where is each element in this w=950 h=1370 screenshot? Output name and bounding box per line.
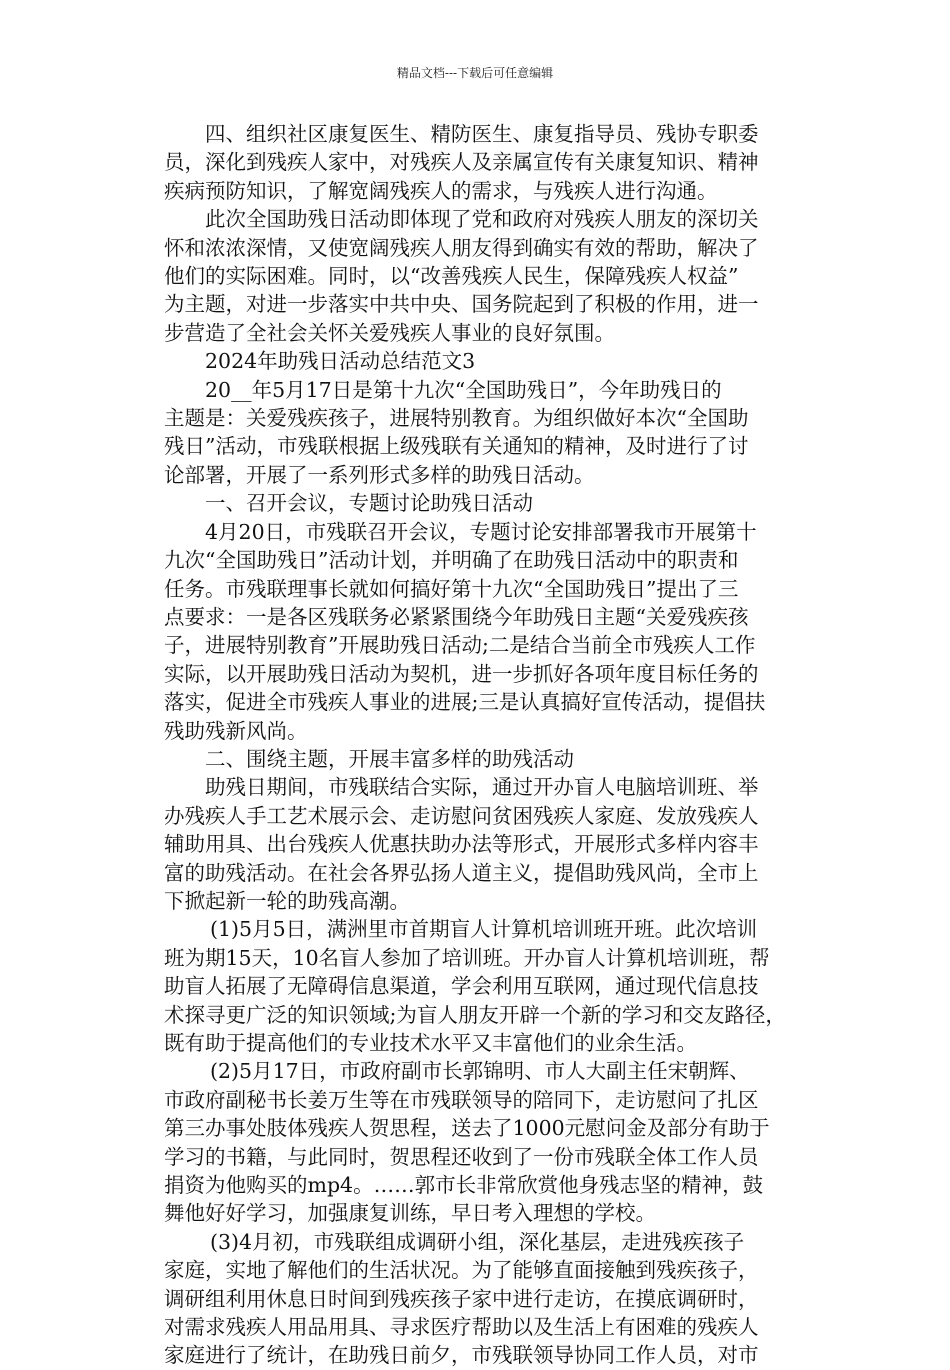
text-line: 怀和浓浓深情，又使宽阔残疾人朋友得到确实有效的帮助，解决了 bbox=[164, 235, 759, 260]
text-line: 助残日期间，市残联结合实际，通过开办盲人电脑培训班、举 bbox=[205, 775, 759, 800]
text-line: 学习的书籍，与此同时，贺思程还收到了一份市残联全体工作人员 bbox=[164, 1144, 759, 1169]
text-line: 点要求：一是各区残联务必紧紧围绕今年助残日主题“关爱残疾孩 bbox=[164, 604, 749, 629]
text-line: 二、围绕主题，开展丰富多样的助残活动 bbox=[205, 746, 574, 771]
text-line: 残日”活动，市残联根据上级残联有关通知的精神，及时进行了讨 bbox=[164, 434, 749, 459]
text-line: 落实，促进全市残疾人事业的进展;三是认真搞好宣传活动，提倡扶 bbox=[164, 690, 766, 715]
text-line: 实际，以开展助残日活动为契机，进一步抓好各项年度目标任务的 bbox=[164, 661, 759, 686]
text-line: (1)5月5日，满洲里市首期盲人计算机培训班开班。此次培训 bbox=[210, 917, 758, 942]
text-line: 下掀起新一轮的助残高潮。 bbox=[164, 888, 410, 913]
text-line: 家庭，实地了解他们的生活状况。为了能够直面接触到残疾孩子， bbox=[164, 1258, 759, 1283]
text-line: 员，深化到残疾人家中，对残疾人及亲属宣传有关康复知识、精神 bbox=[164, 150, 759, 175]
text-line: 2024年助残日活动总结范文3 bbox=[205, 349, 476, 374]
text-line: 任务。市残联理事长就如何搞好第十九次“全国助残日”提出了三 bbox=[164, 576, 739, 601]
document-body bbox=[164, 120, 816, 1370]
text-line: 富的助残活动。在社会各界弘扬人道主义，提倡助残风尚，全市上 bbox=[164, 860, 759, 885]
text-line: 残助残新风尚。 bbox=[164, 718, 308, 743]
text-line: 四、组织社区康复医生、精防医生、康复指导员、残协专职委 bbox=[205, 122, 759, 146]
text-line: 4月20日，市残联召开会议，专题讨论安排部署我市开展第十 bbox=[205, 519, 757, 544]
text-line: 为主题，对进一步落实中共中央、国务院起到了积极的作用，进一 bbox=[164, 292, 759, 317]
text-line: 调研组利用休息日时间到残疾孩子家中进行走访，在摸底调研时， bbox=[164, 1286, 759, 1311]
text-line: (3)4月初，市残联组成调研小组，深化基层，走进残疾孩子 bbox=[210, 1229, 745, 1254]
text-line: 20__年5月17日是第十九次“全国助残日”，今年助残日的 bbox=[205, 377, 722, 402]
text-line: 第三办事处肢体残疾人贺思程，送去了1000元慰问金及部分有助于 bbox=[164, 1116, 770, 1141]
text-line: 舞他好好学习，加强康复训练，早日考入理想的学校。 bbox=[164, 1201, 656, 1226]
text-line: 辅助用具、出台残疾人优惠扶助办法等形式，开展形式多样内容丰 bbox=[164, 832, 759, 857]
text-line: 办残疾人手工艺术展示会、走访慰问贫困残疾人家庭、发放残疾人 bbox=[164, 803, 759, 828]
text-line: 助盲人拓展了无障碍信息渠道，学会利用互联网，通过现代信息技 bbox=[164, 974, 759, 999]
text-line: 九次“全国助残日”活动计划，并明确了在助残日活动中的职责和 bbox=[164, 548, 739, 573]
text-line: 疾病预防知识，了解宽阔残疾人的需求，与残疾人进行沟通。 bbox=[164, 178, 718, 203]
text-line: 班为期15天，10名盲人参加了培训班。开办盲人计算机培训班，帮 bbox=[164, 945, 770, 970]
text-line: 一、召开会议，专题讨论助残日活动 bbox=[205, 491, 533, 516]
text-line: 主题是：关爱残疾孩子，进展特别教育。为组织做好本次“全国助 bbox=[164, 406, 749, 431]
text-line: 市政府副秘书长姜万生等在市残联领导的陪同下，走访慰问了扎区 bbox=[164, 1087, 759, 1112]
text-line: 他们的实际困难。同时，以“改善残疾人民生，保障残疾人权益” bbox=[164, 264, 739, 289]
text-line: 家庭进行了统计，在助残日前夕，市残联领导协同工作人员，对市 bbox=[164, 1343, 759, 1368]
text-line: 术探寻更广泛的知识领域;为盲人朋友开辟一个新的学习和交友路径， bbox=[164, 1002, 786, 1027]
text-line: 步营造了全社会关怀关爱残疾人事业的良好氛围。 bbox=[164, 320, 615, 345]
text-line: 论部署，开展了一系列形式多样的助残日活动。 bbox=[164, 462, 595, 487]
page-header: 精品文档---下载后可任意编辑 bbox=[396, 66, 554, 80]
text-line: 既有助于提高他们的专业技术水平又丰富他们的业余生活。 bbox=[164, 1031, 697, 1055]
text-line: 捐资为他购买的mp4。……郭市长非常欣赏他身残志坚的精神，鼓 bbox=[164, 1173, 764, 1198]
text-line: (2)5月17日，市政府副市长郭锦明、市人大副主任宋朝辉、 bbox=[210, 1059, 750, 1084]
text-line: 子，进展特别教育”开展助残日活动;二是结合当前全市残疾人工作 bbox=[164, 633, 756, 658]
text-line: 对需求残疾人用品用具、寻求医疗帮助以及生活上有困难的残疾人 bbox=[164, 1315, 759, 1340]
text-line: 此次全国助残日活动即体现了党和政府对残疾人朋友的深切关 bbox=[205, 207, 759, 232]
